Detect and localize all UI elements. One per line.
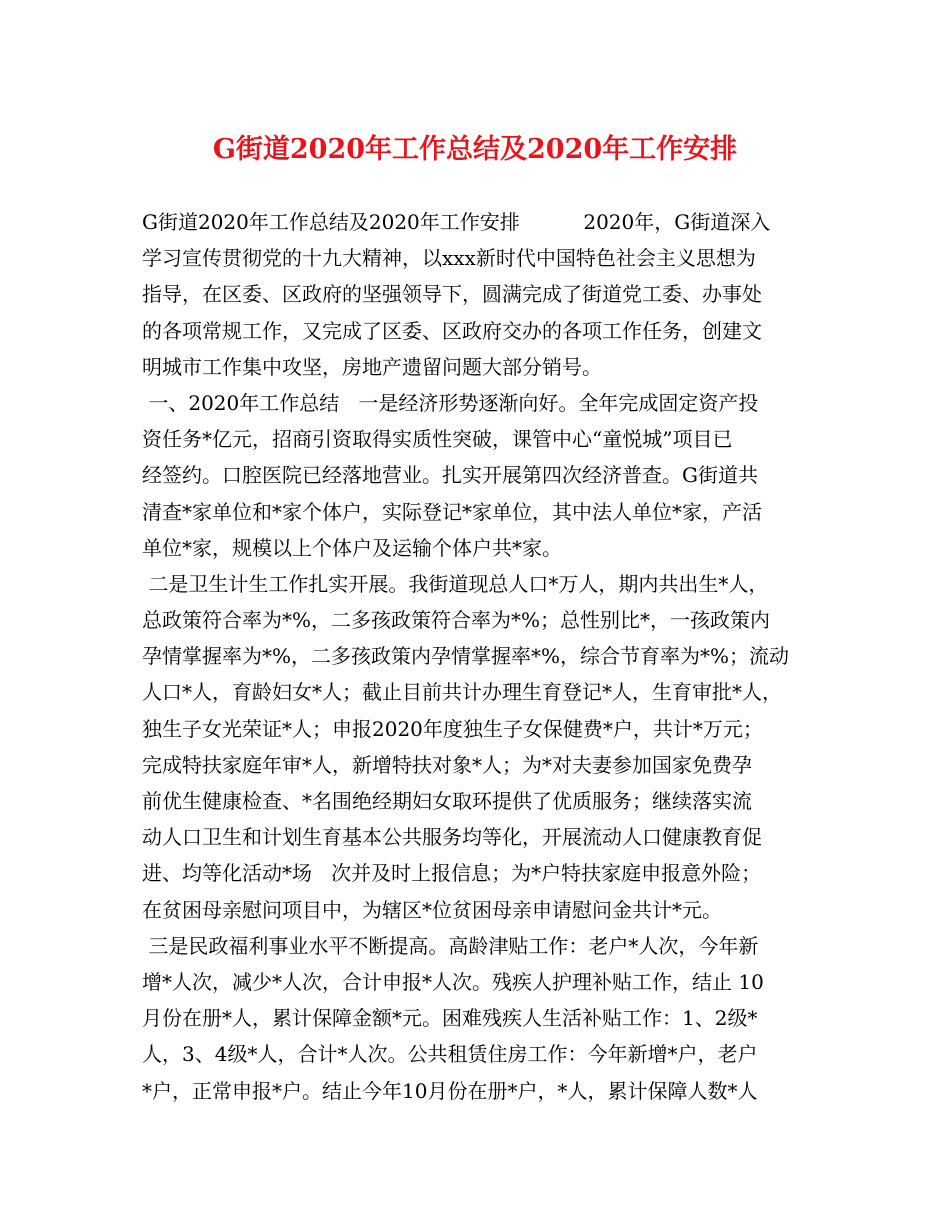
body-line: 人，3、4级*人，合计*人次。公共租赁住房工作：今年新增*户，老户	[142, 1042, 758, 1067]
body-line: 明城市工作集中攻坚，房地产遗留问题大部分销号。	[142, 354, 602, 379]
body-line: 月份在册*人，累计保障金额*元。困难残疾人生活补贴工作：1、2级*	[142, 1006, 758, 1031]
body-line: 增*人次，减少*人次，合计申报*人次。残疾人护理补贴工作，结止 10	[142, 969, 764, 994]
body-line: 一、2020年工作总结 一是经济形势逐渐向好。全年完成固定资产投	[142, 390, 759, 415]
body-line: 进、均等化活动*场 次并及时上报信息；为*户特扶家庭申报意外险；	[142, 861, 762, 886]
body-line: 的各项常规工作，又完成了区委、区政府交办的各项工作任务，创建文	[142, 318, 762, 343]
body-line: 总政策符合率为*%，二多孩政策符合率为*%；总性别比*，一孩政策内	[142, 608, 771, 633]
body-line: 动人口卫生和计划生育基本公共服务均等化，开展流动人口健康教育促	[142, 825, 762, 850]
body-line: 完成特扶家庭年审*人，新增特扶对象*人；为*对夫妻参加国家免费孕	[142, 752, 752, 777]
body-line: 学习宣传贯彻党的十九大精神，以xxx新时代中国特色社会主义思想为	[142, 246, 756, 271]
body-line: G街道2020年工作总结及2020年工作安排 2020年，G街道深入	[142, 210, 771, 234]
document-body	[142, 204, 818, 1109]
body-line: 清查*家单位和*家个体户，实际登记*家单位，其中法人单位*家，产活	[142, 499, 762, 524]
body-line: 经签约。口腔医院已经落地营业。扎实开展第四次经济普查。G街道共	[142, 463, 758, 488]
document-title: G街道2020年工作总结及2020年工作安排	[212, 134, 738, 165]
body-line: 在贫困母亲慰问项目中，为辖区*位贫困母亲申请慰问金共计*元。	[142, 897, 722, 922]
body-line: 独生子女光荣证*人；申报2020年度独生子女保健费*户，共计*万元；	[142, 716, 763, 741]
body-line: 二是卫生计生工作扎实开展。我街道现总人口*万人，期内共出生*人，	[142, 571, 769, 596]
body-line: 人口*人，育龄妇女*人；截止目前共计办理生育登记*人，生育审批*人，	[142, 680, 782, 705]
body-line: 孕情掌握率为*%，二多孩政策内孕情掌握率*%，综合节育率为*%；流动	[142, 644, 790, 669]
body-line: 前优生健康检查、*名围绝经期妇女取环提供了优质服务；继续落实流	[142, 789, 752, 813]
body-line: 单位*家，规模以上个体户及运输个体户共*家。	[142, 535, 562, 560]
body-line: *户，正常申报*户。结止今年10月份在册*户，*人，累计保障人数*人	[142, 1078, 758, 1103]
body-line: 指导，在区委、区政府的坚强领导下，圆满完成了街道党工委、办事处	[142, 282, 762, 307]
body-line: 三是民政福利事业水平不断提高。高龄津贴工作：老户*人次，今年新	[142, 933, 759, 958]
body-line: 资任务*亿元，招商引资取得实质性突破，课管中心“童悦城”项目已	[142, 427, 733, 452]
